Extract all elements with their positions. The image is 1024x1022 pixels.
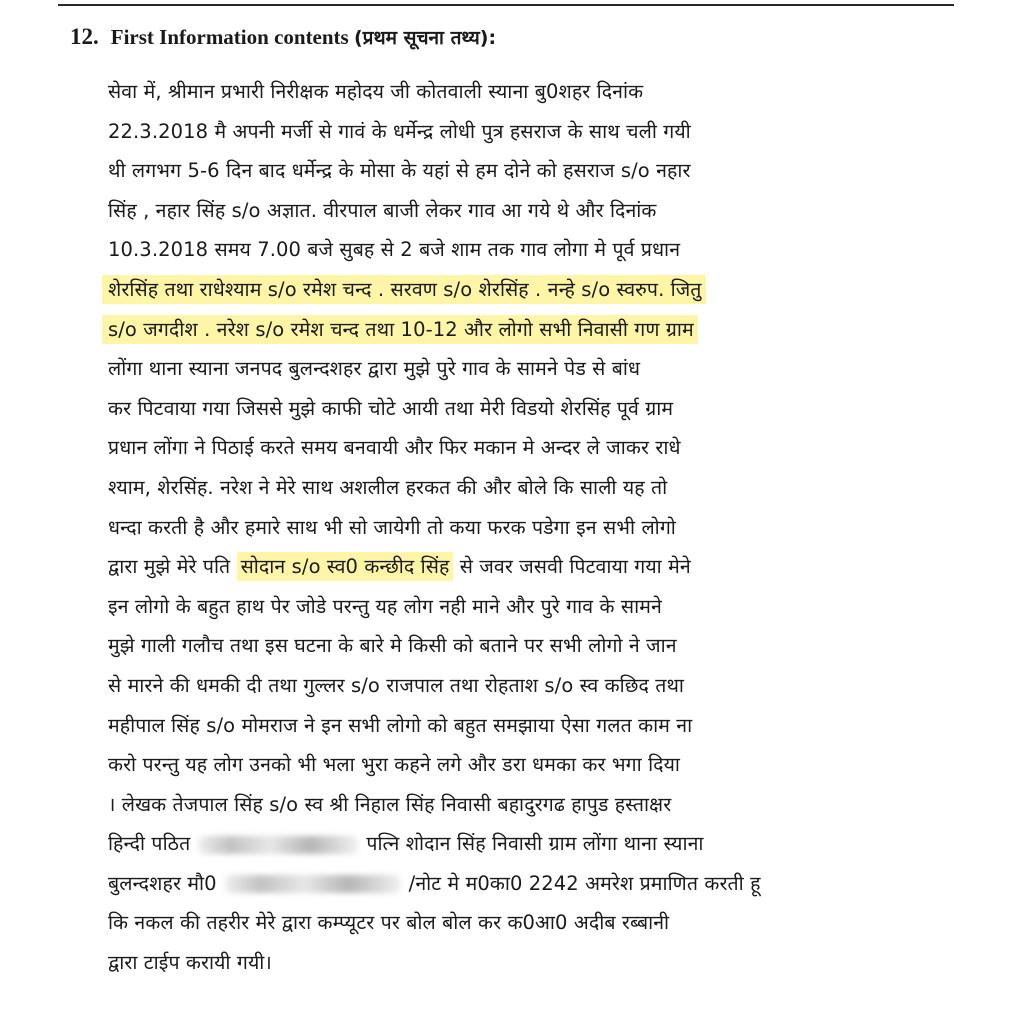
text-line: सेवा में, श्रीमान प्रभारी निरीक्षक महोदय जी कोतवाली स्याना बु0शहर दिनांक [108, 80, 644, 103]
text-line: थी लगभग 5-6 दिन बाद धर्मेन्द्र के मोसा के यहां से हम दोने को हसराज s/o नहार [108, 159, 691, 183]
top-rule [58, 4, 954, 6]
text-line: श्याम, शेरसिंह. नरेश ने मेरे साथ अशलील हरकत की और बोले कि साली यह तो [108, 475, 668, 499]
text-line: सिंह , नहार सिंह s/o अज्ञात. वीरपाल बाजी लेकर गाव आ गये थे और दिनांक [108, 198, 657, 222]
text-line: महीपाल सिंह s/o मोमराज ने इन सभी लोगो को बहुत समझाया ऐसा गलत काम ना [108, 713, 693, 737]
highlighted-accused-names-cont: s/o जगदीश . नरेश s/o रमेश चन्द तथा 10-12 और लोगो सभी निवासी गण ग्राम [102, 315, 698, 344]
text-line-highlighted [108, 270, 948, 310]
text-line: इन लोगो के बहुत हाथ पेर जोडे परन्तु यह लोग नही माने और पुरे गाव के सामने [108, 594, 662, 618]
text-line: 10.3.2018 समय 7.00 बजे सुबह से 2 बजे शाम तक गाव लोगा मे पूर्व प्रधान [108, 238, 681, 262]
text-line: प्रधान लोंगा ने पिठाई करते समय बनवायी और फिर मकान मे अन्दर ले जाकर राधे [108, 436, 681, 460]
redacted-name-blur [198, 836, 358, 854]
section-number: 12. [70, 24, 99, 49]
redacted-number-blur [225, 875, 401, 893]
section-title-english: First Information contents [110, 25, 354, 49]
section-title-hindi: (प्रथम सूचना तथ्य): [353, 27, 497, 49]
text-line: कि नकल की तहरीर मेरे द्वारा कम्प्यूटर पर बोल बोल कर क0आ0 अदीब रब्बानी [108, 911, 670, 935]
text-line: द्वारा टाईप करायी गयी। [108, 951, 272, 975]
section-title [111, 24, 496, 50]
text-line: बुलन्दशहर मौ0 /नोट मे म0का0 2242 अमरेश प्रमाणित करती हू [108, 871, 761, 895]
text-line: से मारने की धमकी दी तथा गुल्लर s/o राजपाल तथा रोहताश s/o स्व कछिद तथा [108, 673, 685, 697]
text-line: लोंगा थाना स्याना जनपद बुलन्दशहर द्वारा मुझे पुरे गाव के सामने पेड से बांध [108, 357, 641, 381]
text-line: करो परन्तु यह लोग उनको भी भला भुरा कहने लगे और डरा धमका कर भगा दिया [108, 753, 681, 777]
section-heading [70, 24, 496, 60]
text-line: धन्दा करती है और हमारे साथ भी सो जायेगी तो कया फरक पडेगा इन सभी लोगो [108, 515, 676, 539]
text-line-highlighted [108, 310, 948, 350]
highlighted-husband-name: सोदान s/o स्व0 कन्छीद सिंह [237, 552, 454, 581]
fir-content [108, 72, 948, 983]
text-line: मुझे गाली गलौच तथा इस घटना के बारे मे किसी को बताने पर सभी लोगो ने जान [108, 634, 677, 658]
text-line: कर पिटवाया गया जिससे मुझे काफी चोटे आयी तथा मेरी विडयो शेरसिंह पूर्व ग्राम [108, 396, 674, 420]
text-line: द्वारा मुझे मेरे पति सोदान s/o स्व0 कन्छीद सिंह से जवर जसवी पिटवाया गया मेने [108, 547, 948, 587]
highlighted-accused-names: शेरसिंह तथा राधेश्याम s/o रमेश चन्द . सरवण s/o शेरसिंह . नन्हे s/o स्वरुप. जितु [102, 275, 706, 304]
text-line: । लेखक तेजपाल सिंह s/o स्व श्री निहाल सिंह निवासी बहादुरगढ हापुड हस्ताक्षर [108, 792, 672, 816]
text-line: 22.3.2018 मै अपनी मर्जी से गावं के धर्मेन्द्र लोधी पुत्र हसराज के साथ चली गयी [108, 119, 691, 143]
text-line: हिन्दी पठित पत्नि शोदान सिंह निवासी ग्राम लोंगा थाना स्याना [108, 832, 704, 856]
